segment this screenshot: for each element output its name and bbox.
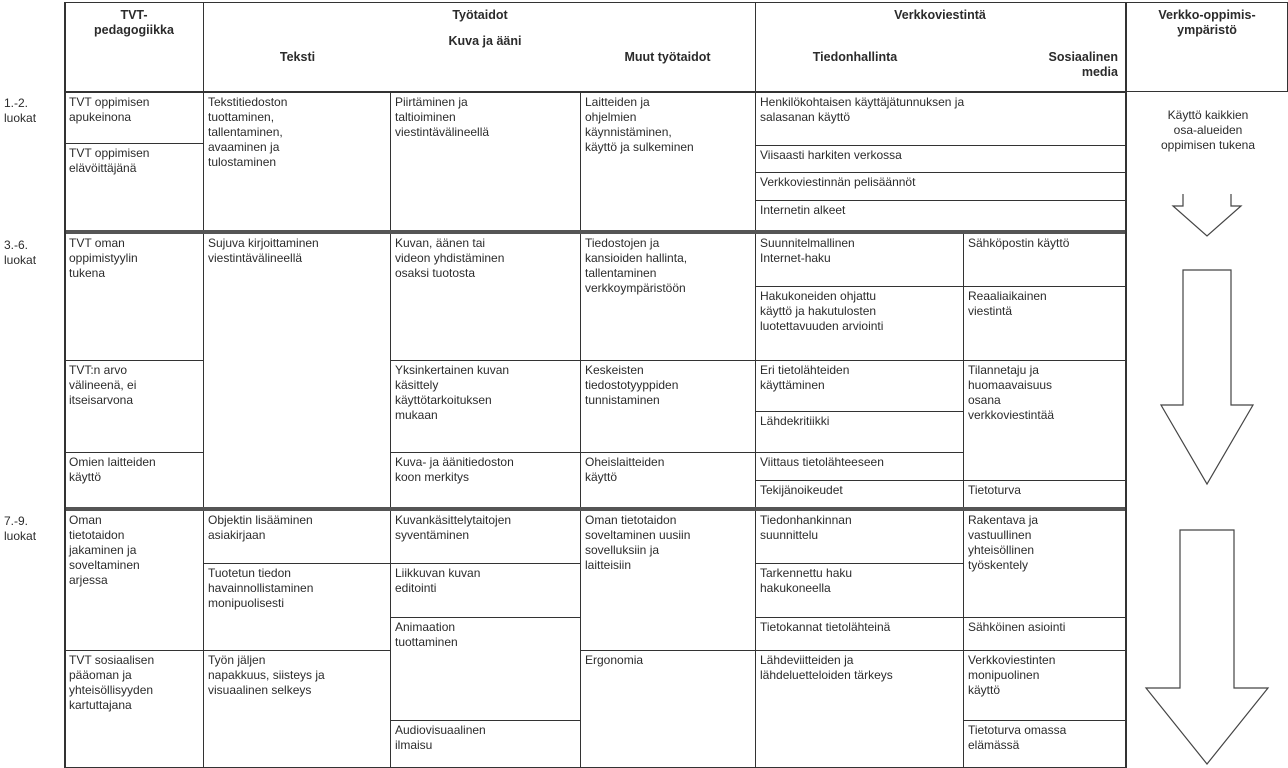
b3-kuva1: Kuvankäsittelytaitojen syventäminen [390,510,581,564]
b2-tied3: Eri tietolähteiden käyttäminen [755,360,964,412]
grade-label-7-9: 7.-9. luokat [4,514,37,543]
b3-teksti2: Tuotetun tiedon havainnollistaminen monipuolisesti [203,563,391,651]
b3-tied2: Tarkennettu haku hakukoneella [755,563,964,618]
b2-kuva2: Yksinkertainen kuvan käsittely käyttötarkoituksen mukaan [390,360,581,453]
header-tvt-pedagogiikka: TVT- pedagogiikka [94,8,174,37]
b2-tied1: Suunnitelmallinen Internet-haku [755,233,964,287]
b3-kuva3: Animaation tuottaminen [390,617,581,721]
b3-teksti1: Objektin lisääminen asiakirjaan [203,510,391,564]
header-verkko-oppimisymparisto: Verkko-oppimis- ympäristö [1158,8,1256,37]
b2-kuva3: Kuva- ja äänitiedoston koon merkitys [390,452,581,508]
b2-muut3: Oheislaitteiden käyttö [580,452,756,508]
b3-ped2: TVT sosiaalisen pääoman ja yhteisöllisyyden kartuttajana [64,650,204,768]
b3-tied1: Tiedonhankinnan suunnittelu [755,510,964,564]
b1-muut: Laitteiden ja ohjelmien käynnistäminen, käyttö ja sulkeminen [580,92,756,231]
b3-some3: Verkkoviestinten monipuolinen käyttö [963,650,1126,721]
b3-muut1: Oman tietotaidon soveltaminen uusiin sovelluksiin ja laitteisiin [580,510,756,651]
b1-verkko1: Henkilökohtaisen käyttäjätunnuksen ja salasanan käyttö [755,92,1126,146]
b2-teksti: Sujuva kirjoittaminen viestintävälineellä [203,233,391,508]
header-muut-tyotaidot: Muut työtaidot [624,50,711,64]
b2-tied2: Hakukoneiden ohjattu käyttö ja hakutulosten luotettavuuden arviointi [755,286,964,361]
b1-verkko4: Internetin alkeet [755,200,1126,231]
b3-tied4: Lähdeviitteiden ja lähdeluetteloiden tärkeys [755,650,964,768]
b3-some1: Rakentava ja vastuullinen yhteisöllinen työskentely [963,510,1126,618]
b1-ped1: TVT oppimisen apukeinona [64,92,204,144]
header-kuva-ja-aani: Kuva ja ääni [448,34,522,48]
b1-verkko2: Viisaasti harkiten verkossa [755,145,1126,173]
header-sosiaalinen-media: Sosiaalinen media [1048,50,1118,79]
b2-kuva1: Kuvan, äänen tai videon yhdistäminen osaksi tuotosta [390,233,581,361]
b3-kuva2: Liikkuvan kuvan editointi [390,563,581,618]
header-tyotaidot: Työtaidot [452,8,508,22]
grade-label-3-6: 3.-6. luokat [4,238,37,267]
b2-some2: Reaaliaikainen viestintä [963,286,1126,361]
b3-tied3: Tietokannat tietolähteinä [755,617,964,651]
right-column-kaytto: Käyttö kaikkien osa-alueiden oppimisen tukena [1160,108,1256,152]
grade-label-1-2: 1.-2. luokat [4,96,37,125]
b2-tied6: Tekijänoikeudet [755,480,964,508]
b1-kuva: Piirtäminen ja taltioiminen viestintävälineellä [390,92,581,231]
b2-muut1: Tiedostojen ja kansioiden hallinta, tallentaminen verkkoympäristöön [580,233,756,361]
header-teksti: Teksti [279,50,316,64]
b3-teksti3: Työn jäljen napakkuus, siisteys ja visuaalinen selkeys [203,650,391,768]
b3-some4: Tietoturva omassa elämässä [963,720,1126,768]
medium-down-arrow-icon [1161,270,1253,484]
b3-ped1: Oman tietotaidon jakaminen ja soveltaminen arjessa [64,510,204,651]
header-tiedonhallinta: Tiedonhallinta [812,50,898,64]
b2-muut2: Keskeisten tiedostotyyppiden tunnistaminen [580,360,756,453]
b3-some2: Sähköinen asiointi [963,617,1126,651]
b2-tied5: Viittaus tietolähteeseen [755,452,964,481]
b2-tied4: Lähdekritiikki [755,411,964,453]
b3-kuva4: Audiovisuaalinen ilmaisu [390,720,581,768]
header-verkkoviestinta: Verkkoviestintä [894,8,986,22]
b1-ped2: TVT oppimisen elävöittäjänä [64,143,204,231]
large-down-arrow-icon [1146,530,1268,764]
small-down-arrow-icon [1173,194,1241,236]
b1-teksti: Tekstitiedoston tuottaminen, tallentaminen, avaaminen ja tulostaminen [203,92,391,231]
b2-ped1: TVT oman oppimistyylin tukena [64,233,204,361]
b2-ped2: TVT:n arvo välineenä, ei itseisarvona [64,360,204,453]
b2-ped3: Omien laitteiden käyttö [64,452,204,508]
b2-some3: Tilannetaju ja huomaavaisuus osana verkkoviestintää [963,360,1126,481]
b3-muut2: Ergonomia [580,650,756,768]
b2-some4: Tietoturva [963,480,1126,508]
b2-some1: Sähköpostin käyttö [963,233,1126,287]
b1-verkko3: Verkkoviestinnän pelisäännöt [755,172,1126,201]
